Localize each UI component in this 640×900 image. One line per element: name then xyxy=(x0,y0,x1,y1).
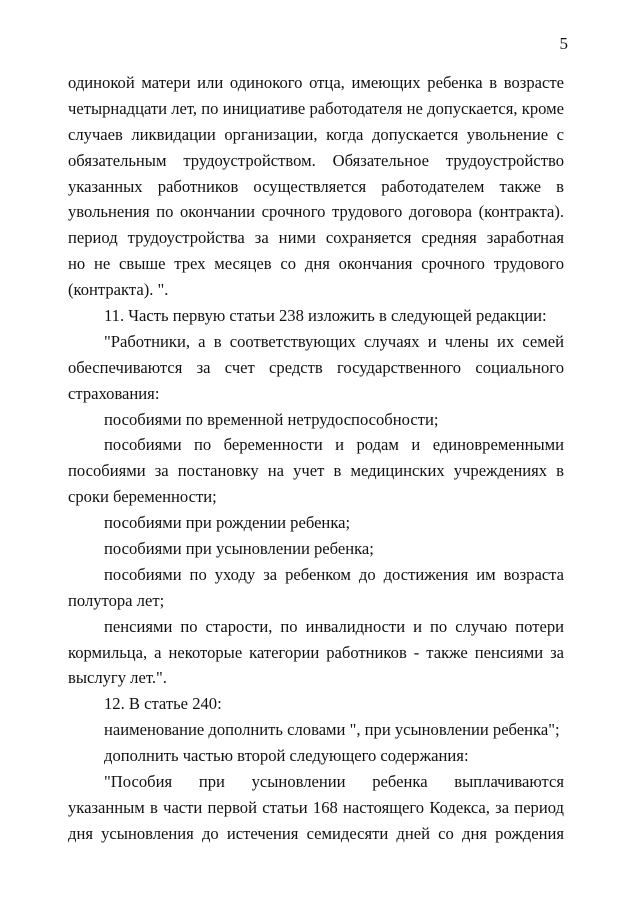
text-line-23: кормильца, а некоторые категории работников - также пенсиями за xyxy=(68,642,564,662)
text-line-18: пособиями при рождении ребенка; xyxy=(104,513,351,533)
text-line-4: обязательным трудоустройством. Обязательное трудоустройство xyxy=(68,150,564,170)
text-line-2: четырнадцати лет, по инициативе работодателя не допускается, кроме xyxy=(68,98,564,118)
text-line-27: дополнить частью второй следующего содержания: xyxy=(104,746,469,766)
text-line-21: полутора лет; xyxy=(68,590,165,610)
text-line-17: сроки беременности; xyxy=(68,487,217,507)
page-number: 5 xyxy=(559,34,568,53)
text-line-24: выслугу лет.". xyxy=(68,668,167,688)
text-line-9: (контракта). ". xyxy=(68,280,169,300)
text-line-8: но не свыше трех месяцев со дня окончания срочного трудового xyxy=(68,254,564,274)
paragraph-11-heading: 11. Часть первую статьи 238 изложить в следующей редакции: xyxy=(104,306,547,326)
text-line-22: пенсиями по старости, по инвалидности и по случаю потери xyxy=(104,616,564,636)
text-line-15: пособиями по беременности и родам и единовременными xyxy=(104,435,564,455)
text-line-26: наименование дополнить словами ", при усыновлении ребенка"; xyxy=(104,720,560,740)
text-line-1: одинокой матери или одинокого отца, имеющих ребенка в возрасте xyxy=(68,73,564,92)
text-line-16: пособиями за постановку на учет в медицинских учреждениях в xyxy=(68,461,564,481)
text-line-7: период трудоустройства за ними сохраняется средняя заработная xyxy=(68,228,564,248)
text-line-6: увольнения по окончании срочного трудового договора (контракта). xyxy=(68,202,564,222)
text-line-29: указанным в части первой статьи 168 настоящего Кодекса, за период xyxy=(68,797,564,817)
text-line-14: пособиями по временной нетрудоспособности; xyxy=(104,409,439,429)
text-line-20: пособиями по уходу за ребенком до достижения им возраста xyxy=(104,564,564,584)
document-body xyxy=(68,70,564,847)
paragraph-12-heading: 12. В статье 240: xyxy=(104,694,222,714)
text-line-3: случаев ликвидации организации, когда допускается увольнение с xyxy=(68,124,564,144)
text-line-13: страхования: xyxy=(68,383,160,403)
text-line-28: "Пособия при усыновлении ребенка выплачиваются xyxy=(104,772,564,792)
text-line-11: "Работники, а в соответствующих случаях и члены их семей xyxy=(104,331,564,351)
text-line-12: обеспечиваются за счет средств государственного социального xyxy=(68,357,564,377)
text-line-30: дня усыновления до истечения семидесяти дней со дня рождения xyxy=(68,823,564,843)
text-line-19: пособиями при усыновлении ребенка; xyxy=(104,539,374,559)
text-line-5: указанных работников осуществляется работодателем также в xyxy=(68,176,564,196)
